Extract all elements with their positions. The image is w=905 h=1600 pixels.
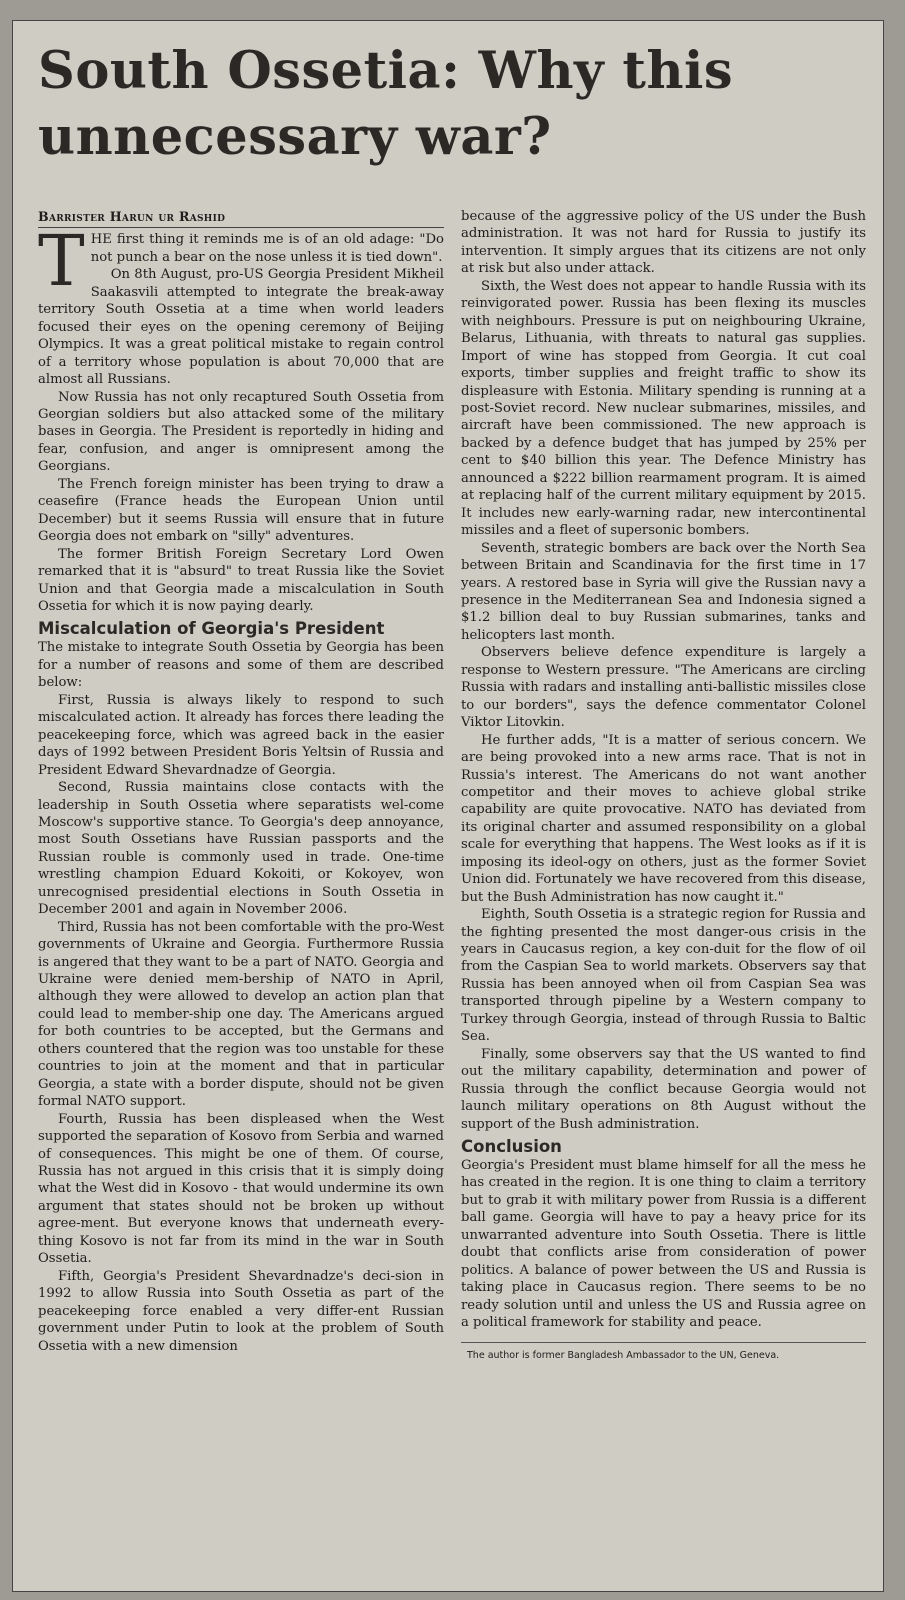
paragraph: Now Russia has not only recaptured South Ossetia from Georgian soldiers but also attacked some of the military bases in Georgia. The President is reportedly in hiding and fear, confusion, and anger is omnipresent among the Georgians. [38,389,444,475]
subheading-conclusion: Conclusion [461,1137,562,1157]
right-column [461,208,866,1363]
paragraph: Second, Russia maintains close contacts with the leadership in South Ossetia where separatists wel-come Moscow's supportive stance. To Georgia's deep annoyance, most South Ossetians have Russian passports and the Russian rouble is commonly used in trade. One-time wrestling champion Eduard Kokoiti, or Kokoyev, won unrecognised presidential elections in South Ossetia in December 2001 and again in November 2006. [38,780,444,918]
footer-divider [461,1342,866,1343]
paragraph: because of the aggressive policy of the US under the Bush administration. It was not hard for Russia to justify its intervention. It simply argues that its citizens are not only at risk but also under attack. [461,209,866,277]
paragraph: Georgia's President must blame himself for all the mess he has created in the region. It is one thing to claim a territory but to grab it with military power from Russia is a different ball game. Georgia will have to pay a heavy price for its unwarranted adventure into South Ossetia. There is little doubt that conflicts arise from consideration of power politics. A balance of power between the US and Russia is taking place in Caucasus region. There seems to be no ready solution until and unless the US and Russia agree on a political framework for stability and peace. [461,1158,866,1331]
drop-cap: T [38,220,85,303]
author-note: The author is former Bangladesh Ambassador to the UN, Geneva. [467,1349,780,1361]
paragraph: The French foreign minister has been trying to draw a ceasefire (France heads the European Union until December) but it seems Russia will ensure that in future Georgia does not embark on "silly" adventures. [38,476,444,545]
headline: South Ossetia: Why this unnecessary war? [38,41,734,167]
paragraph: Sixth, the West does not appear to handle Russia with its reinvigorated power. Russia has been flexing its muscles with neighbours. Pressure is put on neighbouring Ukraine, Belarus, Lithuania, with threats to natural gas supplies. Import of wine has stopped from Georgia. It cut coal exports, timber supplies and freight traffic to show its displeasure with Estonia. Military spending is running at a post-Soviet record. New nuclear submarines, missiles, and aircraft have been commissioned. The new approach is backed by a defence budget that has jumped by 25% per cent to $40 billion this year. The Defence Ministry has announced a $222 billion rearmament program. It is aimed at replacing half of the current military equipment by 2015. It includes new early-warning radar, new intercontinental missiles and a fleet of supersonic bombers. [461,278,866,539]
left-column [38,208,444,1355]
paragraph: Fourth, Russia has been displeased when the West supported the separation of Kosovo from Serbia and warned of consequences. This might be one of them. Of course, Russia has not argued in this crisis that it is simply doing what the West did in Kosovo - that would undermine its own argument that states should not be broken up without agree-ment. But everyone knows that underneath every-thing Kosovo is not far from its mind in the war in South Ossetia. [38,1111,444,1267]
paragraph [38,220,444,303]
paragraph: Eighth, South Ossetia is a strategic region for Russia and the fighting presented the most danger-ous crisis in the years in Caucasus region, a key con-duit for the flow of oil from the Caspian Sea to world markets. Observers say that Russia has been annoyed when oil from Caspian Sea was transported through pipeline by a Western company to Turkey through Georgia, instead of through Russia to Baltic Sea. [461,907,866,1045]
paragraph: Seventh, strategic bombers are back over the North Sea between Britain and Scandinavia for the first time in 17 years. A restored base in Syria will give the Russian navy a presence in the Mediterranean Sea and Indonesia signed a $1.2 billion deal to buy Russian submarines, tanks and helicopters last month. [461,540,866,643]
subheading-miscalculation: Miscalculation of Georgia's President [38,619,385,639]
paragraph: On 8th August, pro-US Georgia President Mikheil Saakasvili attempted to integrate the break-away territory South Ossetia at a time when world leaders focused their eyes on the opening ceremony of Beijing Olympics. It was a great political mistake to regain control of a territory whose population is about 70,000 that are almost all Russians. [38,267,444,388]
paragraph: Third, Russia has not been comfortable with the pro-West governments of Ukraine and Georgia. Furthermore Russia is angered that they want to be a part of NATO. Georgia and Ukraine were denied mem-bership of NATO in April, although they were allowed to develop an action plan that could lead to member-ship one day. The Americans argued for both countries to be accepted, but the Germans and others countered that the region was too unstable for these countries to join at the moment and that in particular Georgia, a state with a border dispute, should not be given formal NATO support. [38,919,444,1110]
paragraph: Observers believe defence expenditure is largely a response to Western pressure. "The Americans are circling Russia with radars and installing anti-ballistic missiles close to our borders", says the defence commentator Colonel Viktor Litovkin. [461,645,866,731]
paragraph: He further adds, "It is a matter of serious concern. We are being provoked into a new arms race. That is not in Russia's interest. The Americans do not want another competitor and their moves to achieve global strike capability are quite provocative. NATO has deviated from its original charter and assumed responsibility on a global scale for everything that happens. The West looks as if it is imposing its ideol-ogy on others, just as the former Soviet Union did. Fortunately we have recovered from this disease, but the Bush Administration has now caught it." [461,732,866,905]
byline: Barrister Harun ur Rashid [38,208,444,228]
paragraph: First, Russia is always likely to respond to such miscalculated action. It already has forces there leading the peacekeeping force, which was agreed back in the easier days of 1992 between President Boris Yeltsin of Russia and President Edward Shevardnadze of Georgia. [38,692,444,778]
paragraph: Fifth, Georgia's President Shevardnadze's deci-sion in 1992 to allow Russia into South Ossetia as part of the peacekeeping force enabled a very differ-ent Russian government under Putin to look at the problem of South Ossetia with a new dimension [38,1268,444,1354]
paragraph-text: HE first thing it reminds me is of an old adage: "Do not punch a bear on the nose unless it is tied down". [90,232,444,265]
paragraph: The mistake to integrate South Ossetia by Georgia has been for a number of reasons and some of them are described below: [38,640,444,691]
paragraph: The former British Foreign Secretary Lord Owen remarked that it is "absurd" to treat Russia like the Soviet Union and that Georgia made a miscalculation in South Ossetia for which it is now paying dearly. [38,546,444,614]
paragraph: Finally, some observers say that the US wanted to find out the military capability, determination and power of Russia through the conflict because Georgia would not launch military operations on 8th August without the support of the Bush administration. [461,1046,866,1132]
